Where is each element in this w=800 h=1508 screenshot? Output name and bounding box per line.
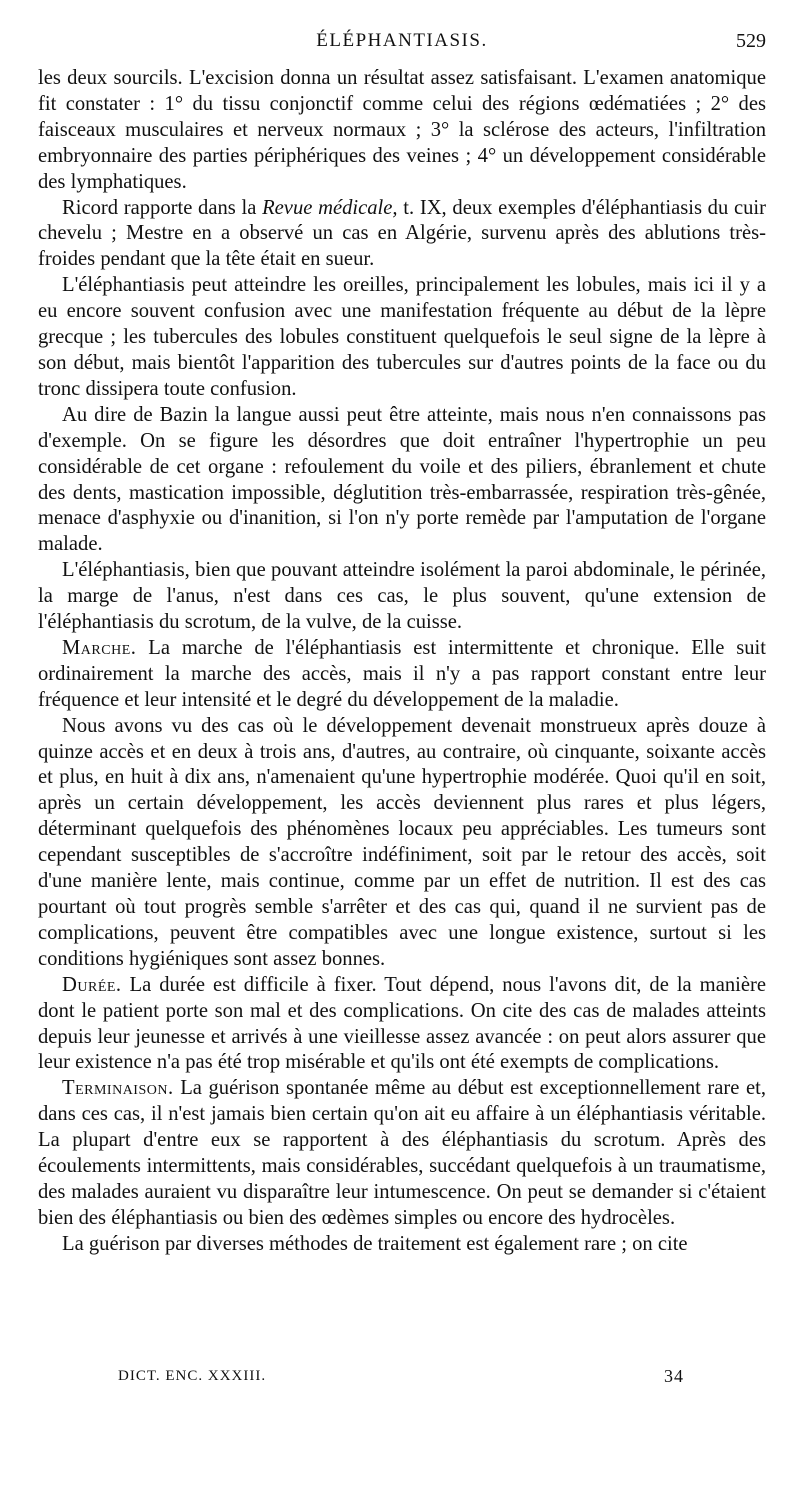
- paragraph-developpement: Nous avons vu des cas où le développement devenait monstrueux après douze à quinze accès et en deux à trois ans, d'autres, au contraire, où cinquante, soixante accès et plus, en huit à dix ans, n'amenaient qu'une hypertrophie modérée. Quoi qu'il en soit, après un certain développement, les accès deviennent plus rares et plus légers, déterminant quelquefois des phénomènes locaux peu appréciables. Les tumeurs sont cependant susceptibles de s'accroître indéfiniment, soit par le retour des accès, soit d'une manière lente, mais continue, comme par un effet de nutrition. Il est des cas pourtant où tout progrès semble s'arrêter et des cas qui, quand il ne survient pas de complications, peuvent être compatibles avec une longue existence, surtout si les conditions hygiéniques sont assez bonnes.: [38, 714, 766, 970]
- paragraph-duree: [38, 973, 766, 1077]
- section-heading-duree: Durée.: [62, 973, 122, 996]
- body-text: [38, 66, 766, 1258]
- page-number: 529: [736, 30, 766, 52]
- sheet-number: 34: [664, 1366, 684, 1386]
- page-footer: [118, 1366, 684, 1390]
- running-head: [38, 30, 766, 56]
- paragraph-terminaison: [38, 1076, 766, 1231]
- running-title: ÉLÉPHANTIASIS.: [316, 30, 488, 51]
- paragraph-text: Ricord rapporte dans la: [62, 196, 263, 219]
- paragraph-marche: [38, 636, 766, 714]
- paragraph-continuation: les deux sourcils. L'excision donna un résultat assez satisfaisant. L'examen anatomique fit constater : 1° du tissu conjonctif comme celui des régions œdématiées ; 2° des faisceaux musculaires et nerveux normaux ; 3° la sclérose des acteurs, l'infiltration embryonnaire des parties périphériques des veines ; 4° un développement considérable des lymphatiques.: [38, 67, 766, 193]
- paragraph-oreilles: L'éléphantiasis peut atteindre les oreilles, principalement les lobules, mais ici il y a eu encore souvent confusion avec une manifestation fréquente au début de la lèpre grecque ; les tubercules des lobules constituent quelquefois le seul signe de la lèpre à son début, mais bientôt l'apparition des tubercules sur d'autres points de la face ou du tronc dissipera toute confusion.: [38, 274, 766, 400]
- paragraph-text: La guérison spontanée même au début est exceptionnellement rare et, dans ces cas, il n'est jamais bien certain qu'on ait eu affaire à un éléphantiasis véritable. La plupart d'entre eux se rapportent à des éléphantiasis du scrotum. Après des écoulements intermittents, mais considérables, succédant quelquefois à un traumatisme, des malades auraient vu disparaître leur intumescence. On peut se demander si c'étaient bien des éléphantiasis ou bien des œdèmes simples ou encore des hydrocèles.: [38, 1077, 766, 1229]
- paragraph-ricord: [38, 196, 766, 274]
- paragraph-paroi-abdominale: L'éléphantiasis, bien que pouvant atteindre isolément la paroi abdominale, le périnée, la marge de l'anus, n'est dans ces cas, le plus souvent, qu'une extension de l'éléphantiasis du scrotum, de la vulve, de la cuisse.: [38, 559, 766, 634]
- paragraph-guerison: La guérison par diverses méthodes de traitement est également rare ; on cite: [62, 1232, 688, 1255]
- journal-title: Revue médicale,: [262, 196, 398, 219]
- section-heading-terminaison: Terminaison.: [62, 1077, 174, 1100]
- paragraph-text: La marche de l'éléphantiasis est intermittente et chronique. Elle suit ordinairement la marche des accès, mais il n'y a pas rapport constant entre leur fréquence et leur intensité et le degré du développement de la maladie.: [38, 636, 766, 711]
- paragraph-text: t. IX, deux exemples d'éléphantiasis du cuir chevelu ; Mestre en a observé un cas en Algérie, survenu après des ablutions très-froides pendant que la tête était en sueur.: [38, 196, 766, 271]
- paragraph-text: La durée est difficile à fixer. Tout dépend, nous l'avons dit, de la manière dont le patient porte son mal et des complications. On cite des cas de malades atteints depuis leur jeunesse et arrivés à une vieillesse assez avancée : on peut alors assurer que leur existence n'a pas été trop misérable et qu'ils ont été exempts de complications.: [38, 973, 766, 1074]
- paragraph-langue: Au dire de Bazin la langue aussi peut être atteinte, mais nous n'en connaissons pas d'exemple. On se figure les désordres que doit entraîner l'hypertrophie un peu considérable de cet organe : refoulement du voile et des piliers, ébranlement et chute des dents, mastication impossible, déglutition très-embarrassée, respiration très-gênée, menace d'asphyxie ou d'inanition, si l'on n'y porte remède par l'amputation de l'organe malade.: [38, 403, 766, 556]
- section-heading-marche: Marche.: [62, 636, 137, 659]
- printer-signature: DICT. ENC. XXXIII.: [118, 1368, 267, 1384]
